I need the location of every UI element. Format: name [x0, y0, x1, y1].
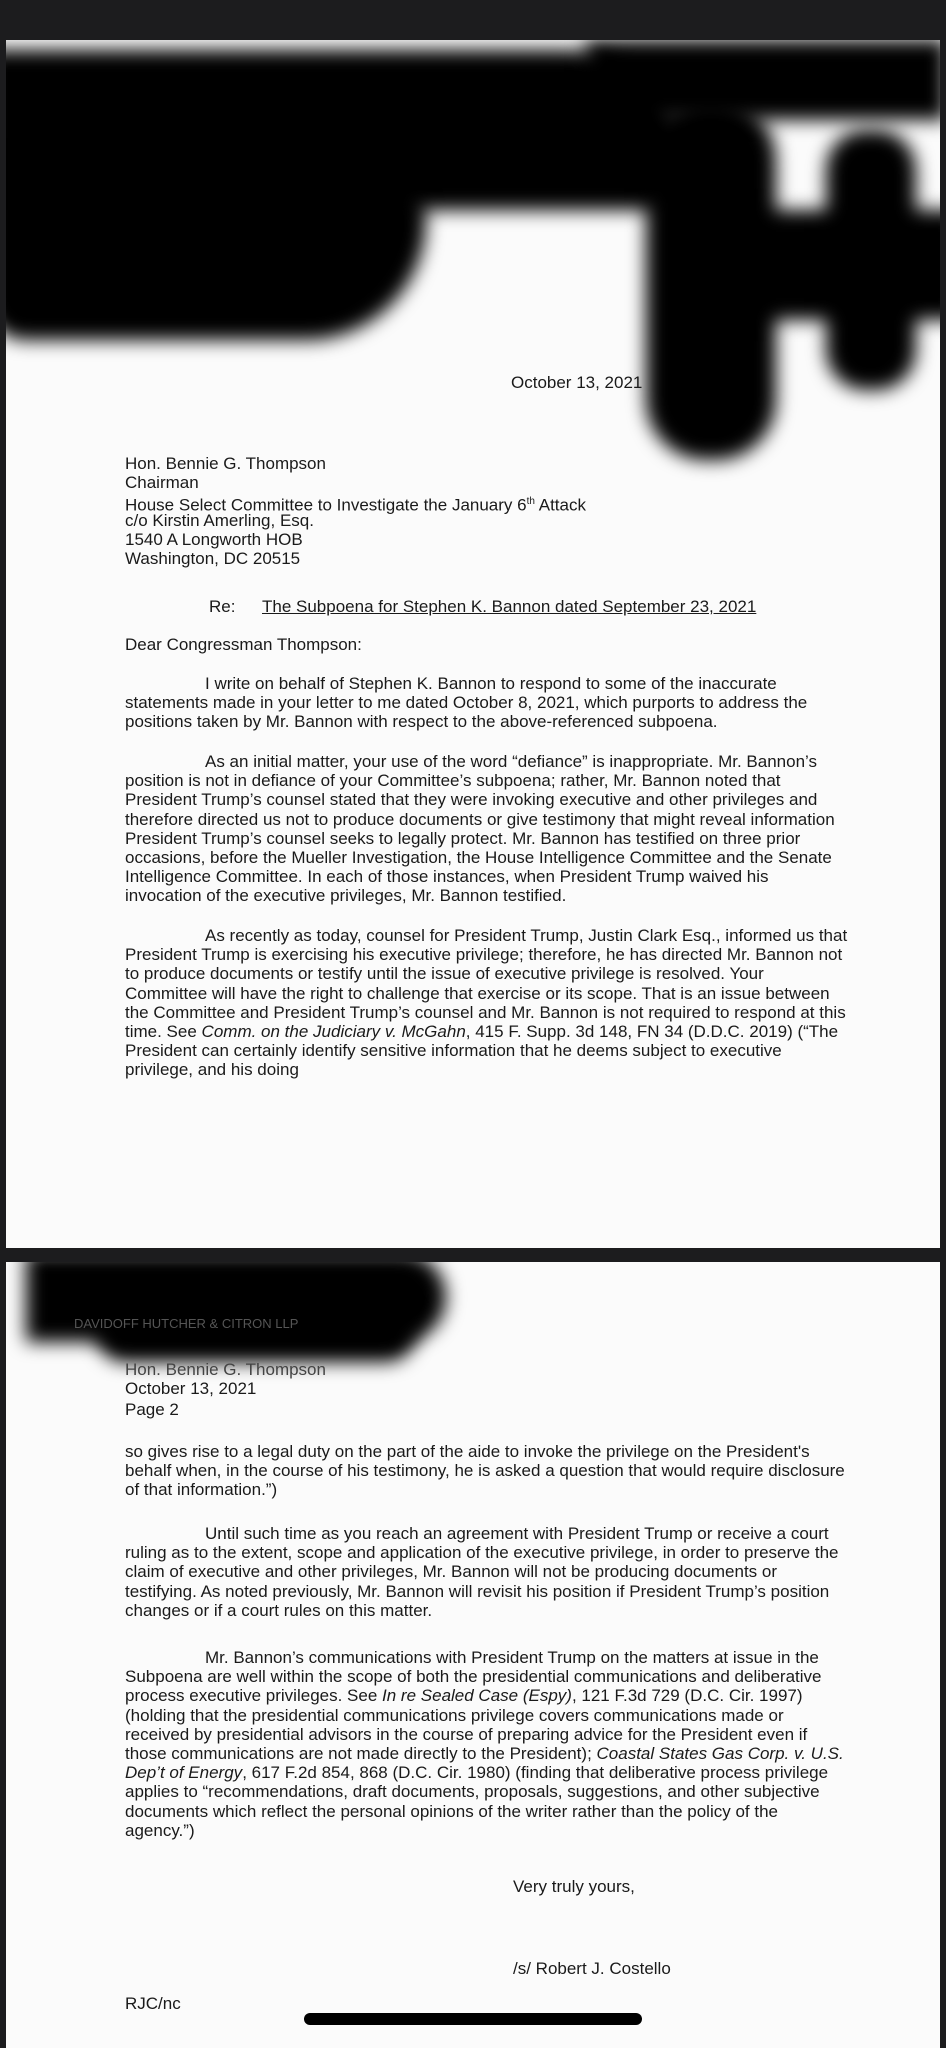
address-line: House Select Committee to Investigate the January 6th Attack — [125, 495, 586, 515]
address-line: c/o Kirstin Amerling, Esq. — [125, 511, 314, 530]
initials: RJC/nc — [125, 1994, 181, 2013]
page-header-line: October 13, 2021 — [125, 1379, 257, 1398]
address-line: Chairman — [125, 473, 199, 492]
address-line: Hon. Bennie G. Thompson — [125, 454, 326, 473]
redaction-blob — [586, 40, 940, 120]
body-paragraph: Mr. Bannon’s communications with President Trump on the matters at issue in the Subpoena are well within the scope of both the presidential communications and deliberative process executive privileges. See In re Sealed Case (Espy), 121 F.3d 729 (D.C. Cir. 1997) (holding that the presidential communications privilege covers communications made or received by presidential advisors in the course of preparing advice for the President even if those communications are not made directly to the President); Coastal States Gas Corp. v. U.S. Dep’t of Energy, 617 F.2d 854, 868 (D.C. Cir. 1980) (finding that deliberative process privilege applies to “recommendations, draft documents, proposals, suggestions, and other subjective documents which reflect the personal opinions of the writer rather than the policy of the agency.”) — [125, 1648, 844, 1840]
salutation: Dear Congressman Thompson: — [125, 635, 362, 654]
body-paragraph: As an initial matter, your use of the word “defiance” is inappropriate. Mr. Bannon’s position is not in defiance of your Committee’s subpoena; rather, Mr. Bannon noted that President Trump’s counsel stated that they were invoking executive and other privileges and therefore directed us not to produce documents or give testimony that might reveal information President Trump’s counsel seeks to legally protect. Mr. Bannon has testified on three prior occasions, before the Mueller Investigation, the House Intelligence Committee and the Senate Intelligence Committee. In each of those instances, when President Trump waived his invocation of the executive privileges, Mr. Bannon testified. — [125, 752, 835, 906]
letter-date: October 13, 2021 — [511, 373, 643, 392]
letter-page-2 — [6, 1262, 940, 2048]
letter-page-1 — [6, 40, 940, 1248]
address-line: Washington, DC 20515 — [125, 549, 301, 568]
redaction-blob — [6, 160, 426, 340]
body-paragraph: Until such time as you reach an agreement with President Trump or receive a court ruling as to the extent, scope and application of the executive privilege, in order to preserve the claim of executive and other privileges, Mr. Bannon will not be producing documents or testifying. As noted previously, Mr. Bannon will revisit his position if President Trump’s position changes or if a court rules on this matter. — [125, 1524, 839, 1620]
firm-name: DAVIDOFF HUTCHER & CITRON LLP — [74, 1316, 299, 1331]
home-indicator[interactable] — [304, 2013, 642, 2025]
re-label: Re: — [209, 597, 236, 616]
page-header-line: Hon. Bennie G. Thompson — [125, 1360, 326, 1379]
body-paragraph: As recently as today, counsel for President Trump, Justin Clark Esq., informed us that President Trump is exercising his executive privilege; therefore, he has directed Mr. Bannon not to produce documents or testify until the issue of executive privilege is resolved. Your Committee will have the right to challenge that exercise or its scope. That is an issue between the Committee and President Trump’s counsel and Mr. Bannon is not required to respond at this time. See Comm. on the Judiciary v. McGahn, 415 F. Supp. 3d 148, FN 34 (D.D.C. 2019) (“The President can certainly identify sensitive information that he deems subject to executive privilege, and his doing — [125, 926, 848, 1080]
re-subject: The Subpoena for Stephen K. Bannon dated September 23, 2021 — [262, 597, 757, 616]
address-line: 1540 A Longworth HOB — [125, 530, 303, 549]
closing: Very truly yours, — [513, 1877, 635, 1896]
page-header-line: Page 2 — [125, 1400, 179, 1419]
body-paragraph: so gives rise to a legal duty on the part of the aide to invoke the privilege on the President's behalf when, in the course of his testimony, he is asked a question that would require disclosure of that information.”) — [125, 1442, 845, 1500]
signature: /s/ Robert J. Costello — [513, 1959, 671, 1978]
redaction-blob — [826, 130, 916, 390]
body-paragraph: I write on behalf of Stephen K. Bannon to respond to some of the inaccurate statements made in your letter to me dated October 8, 2021, which purports to address the positions taken by Mr. Bannon with respect to the above-referenced subpoena. — [125, 674, 808, 732]
